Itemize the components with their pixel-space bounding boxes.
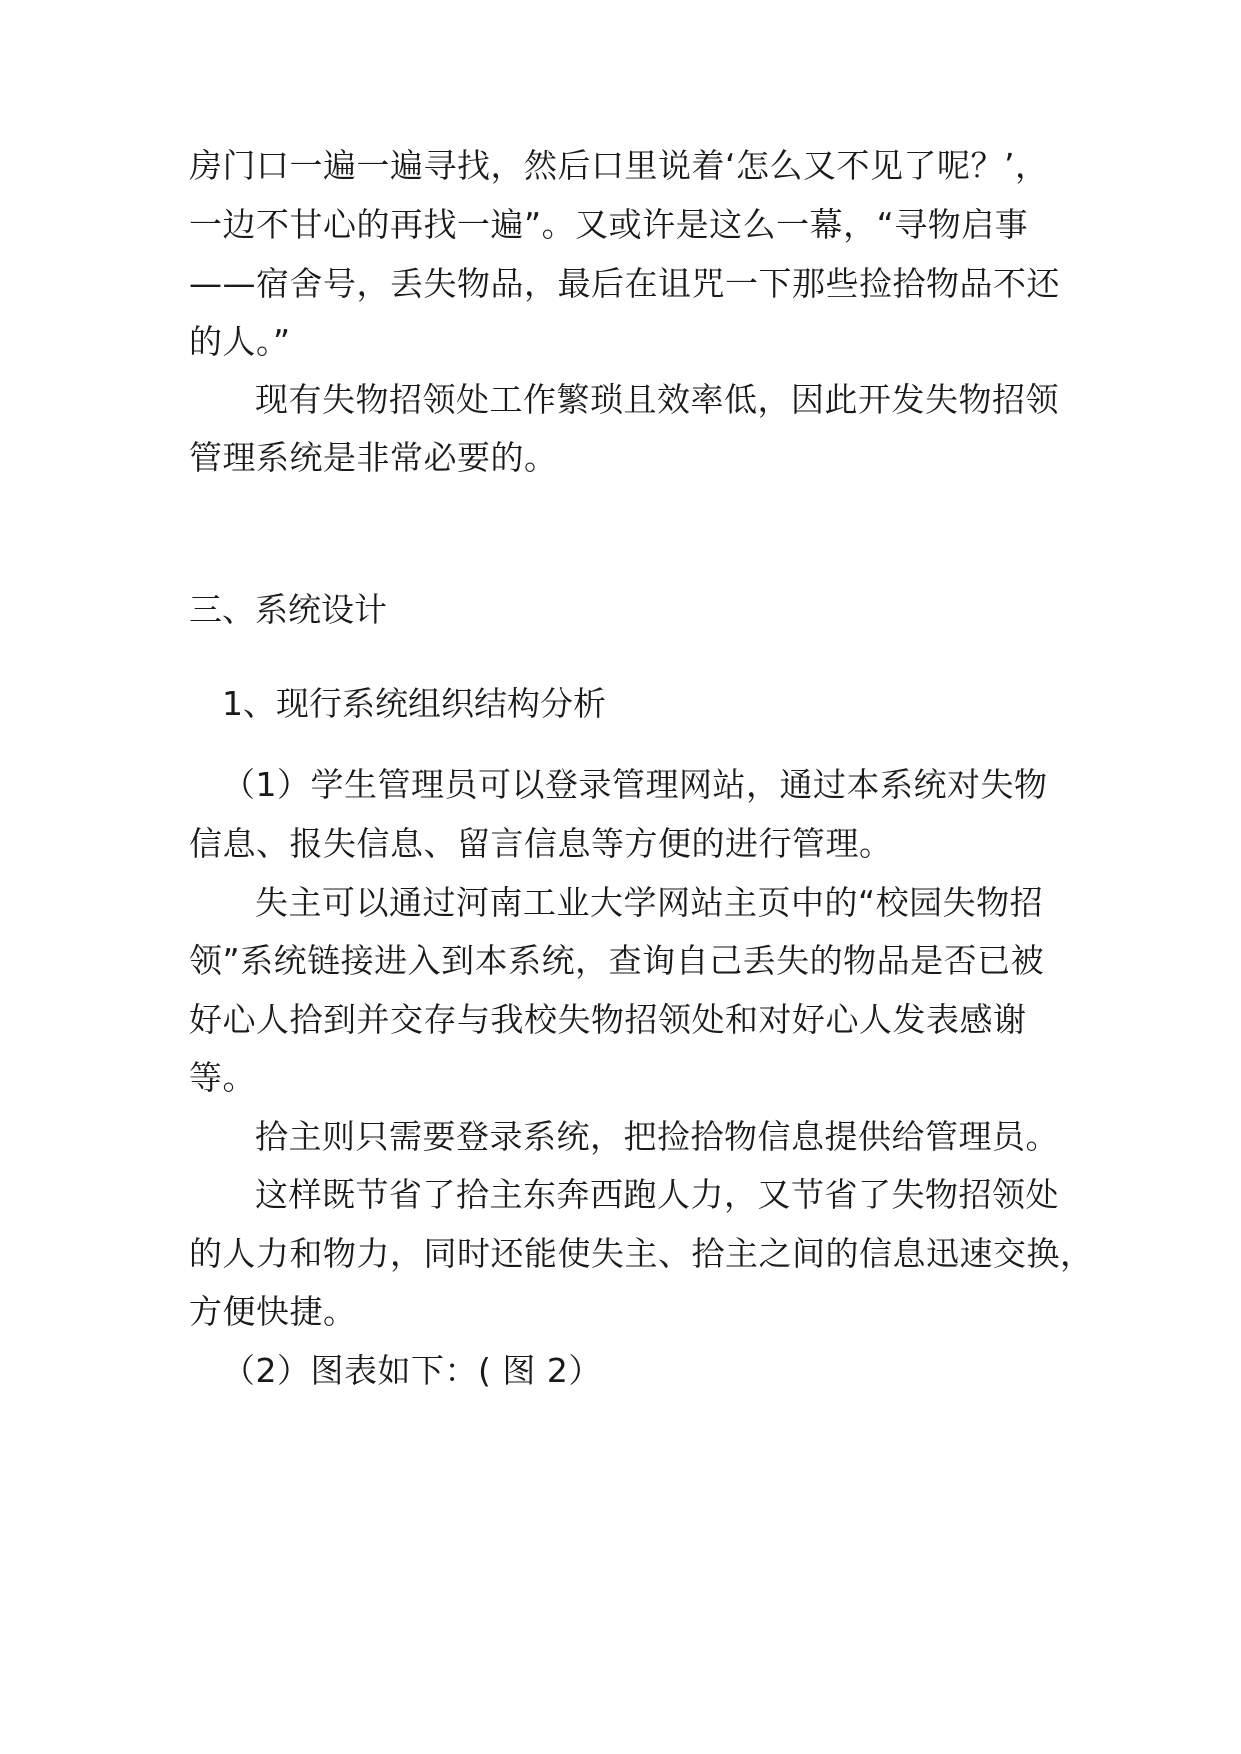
paragraph-4-line-3: 好心人拾到并交存与我校失物招领处和对好心人发表感谢	[189, 1000, 1027, 1039]
paragraph-1-line-1: 房门口一遍一遍寻找，然后口里说着‘怎么又不见了呢？’，	[189, 146, 1049, 185]
section-heading: 三、系统设计	[189, 590, 387, 629]
paragraph-1-line-4: 的人。”	[189, 322, 291, 361]
paragraph-2-line-1: 现有失物招领处工作繁琐且效率低，因此开发失物招领	[255, 380, 1059, 419]
paragraph-6-line-3: 方便快捷。	[189, 1292, 357, 1331]
paragraph-1-line-3: ——宿舍号，丢失物品，最后在诅咒一下那些捡拾物品不还	[189, 264, 1060, 303]
paragraph-5-line-1: 拾主则只需要登录系统，把捡拾物信息提供给管理员。	[255, 1117, 1059, 1156]
paragraph-7-line-1: （2）图表如下：( 图 2）	[222, 1351, 602, 1390]
paragraph-3-line-1: （1）学生管理员可以登录管理网站，通过本系统对失物	[222, 765, 1048, 804]
paragraph-4-line-1: 失主可以通过河南工业大学网站主页中的“校园失物招	[255, 883, 1044, 922]
paragraph-1-line-2: 一边不甘心的再找一遍”。又或许是这么一幕，“寻物启事	[189, 205, 1029, 244]
subsection-heading: 1、现行系统组织结构分析	[222, 684, 606, 723]
paragraph-3-line-2: 信息、报失信息、留言信息等方便的进行管理。	[189, 824, 893, 863]
paragraph-6-line-2: 的人力和物力，同时还能使失主、拾主之间的信息迅速交换，	[189, 1234, 1094, 1273]
paragraph-6-line-1: 这样既节省了拾主东奔西跑人力，又节省了失物招领处	[255, 1175, 1059, 1214]
paragraph-2-line-2: 管理系统是非常必要的。	[189, 438, 558, 477]
paragraph-4-line-4: 等。	[189, 1058, 256, 1097]
paragraph-4-line-2: 领”系统链接进入到本系统，查询自己丢失的物品是否已被	[189, 941, 1045, 980]
